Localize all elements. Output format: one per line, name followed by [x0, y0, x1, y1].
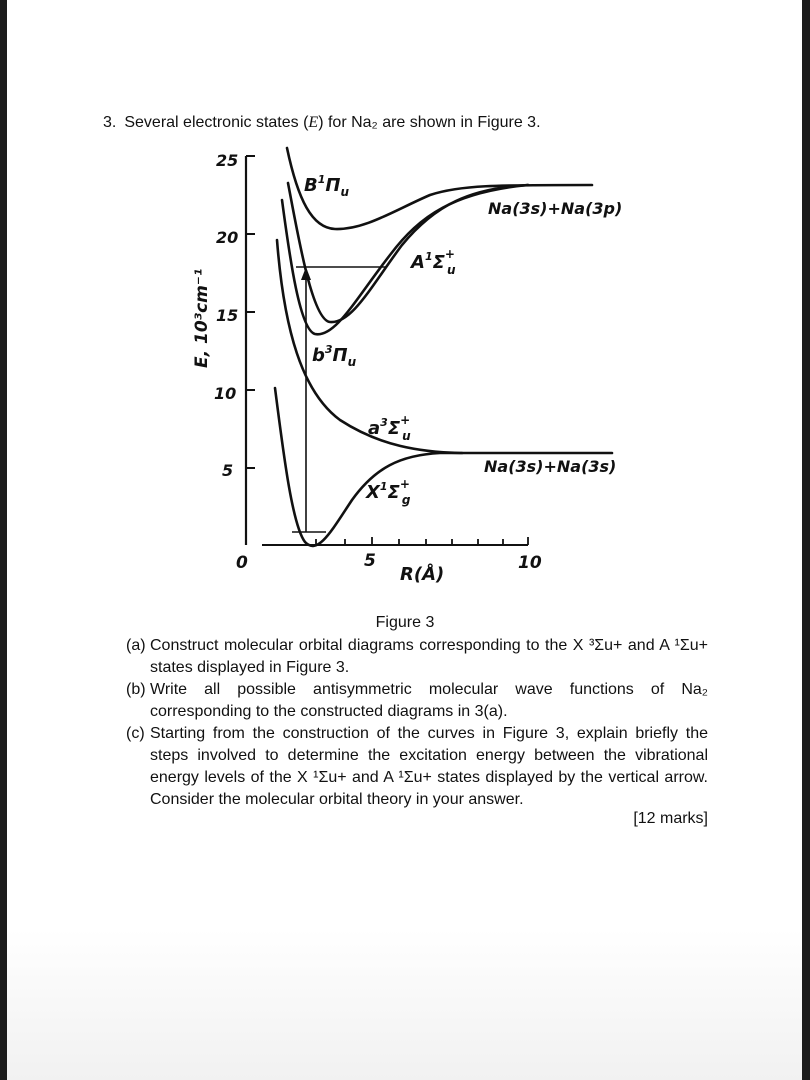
part-c-label: (c) — [126, 725, 145, 742]
x-tick-label-10: 10 — [518, 553, 542, 573]
question-text-after: ) for Na₂ are shown in Figure 3. — [318, 114, 541, 131]
excitation-arrow-head — [301, 267, 311, 280]
question-parts — [126, 635, 708, 811]
part-c — [126, 723, 708, 811]
label-B1Piu: $B^1\Pi_u$ — [304, 173, 350, 199]
x-axis-label: R(Å) — [400, 564, 445, 585]
part-b-label: (b) — [126, 681, 146, 698]
marks-allocation: [12 marks] — [633, 810, 708, 827]
part-a — [126, 635, 708, 679]
part-c-text: Starting from the construction of the curves in Figure 3, explain briefly the steps involved to determine the excitation energy between the vibrational energy levels of the X ¹Σu+ and A ¹Σu+ states displayed by the vertical arrow. Consider the molecular orbital theory in your answer. — [150, 725, 708, 808]
figure-caption: Figure 3 — [375, 614, 435, 631]
energy-symbol: E — [308, 114, 319, 131]
y-tick-label-20: 20 — [216, 228, 239, 247]
x-tick-label-0: 0 — [236, 553, 248, 573]
part-b — [126, 679, 708, 723]
part-b-text: Write all possible antisymmetric molecular wave functions of Na₂ corresponding to the constructed diagrams in 3(a). — [150, 681, 708, 720]
question-text-before: Several electronic states ( — [124, 114, 309, 131]
y-tick-label-10: 10 — [214, 384, 237, 403]
asymptote-upper-label: Na(3s)+Na(3p) — [488, 199, 623, 218]
x-tick-label-5: 5 — [364, 551, 376, 571]
y-tick-label-5: 5 — [222, 461, 234, 480]
x-axis-ticks — [316, 537, 528, 545]
curve-X1Sigmag — [275, 388, 462, 546]
asymptote-lower-label: Na(3s)+Na(3s) — [484, 457, 617, 476]
question-number: 3. — [103, 114, 117, 131]
label-A1Sigmau: $A^1\Sigma^+$ u — [411, 247, 456, 277]
y-axis-label: E, 10³cm⁻¹ — [192, 268, 212, 368]
part-a-label: (a) — [126, 637, 146, 654]
part-a-text: Construct molecular orbital diagrams corresponding to the X ³Σu+ and A ¹Σu+ states displayed in Figure 3. — [150, 637, 708, 676]
label-b3Piu: $b^3\Pi_u$ — [312, 343, 357, 369]
y-tick-label-25: 25 — [216, 151, 239, 170]
label-a3Sigmau: $a^3\Sigma^+$ u — [368, 413, 411, 443]
y-tick-label-15: 15 — [216, 306, 239, 325]
label-X1Sigmag: $X^1\Sigma^+$ g — [366, 477, 411, 507]
